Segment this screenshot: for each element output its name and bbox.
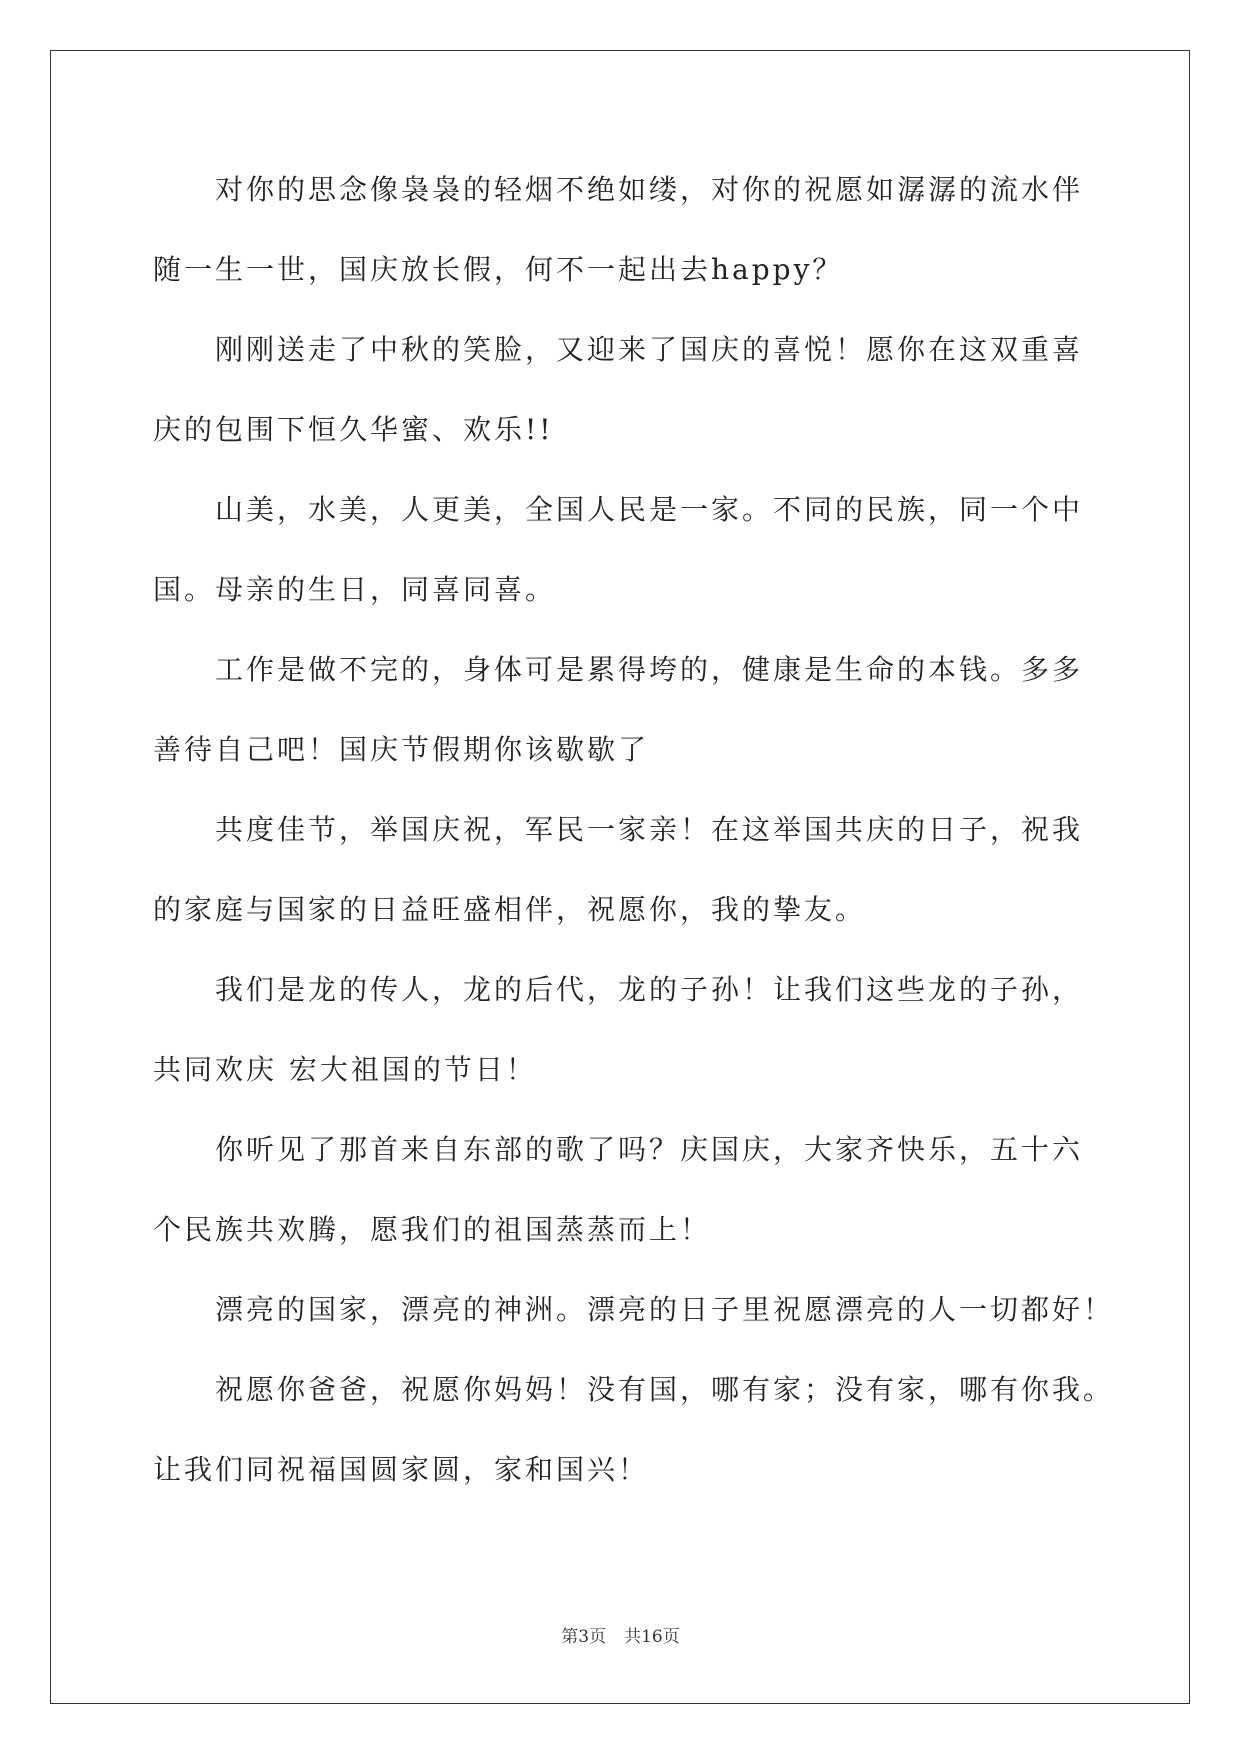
paragraph-line: 你听见了那首来自东部的歌了吗？庆国庆，大家齐快乐，五十六 bbox=[215, 1133, 1084, 1166]
paragraph-line: 个民族共欢腾，愿我们的祖国蒸蒸而上！ bbox=[153, 1213, 712, 1246]
paragraph-line: 庆的包围下恒久华蜜、欢乐!! bbox=[153, 413, 554, 446]
paragraph-line: 国。母亲的生日，同喜同喜。 bbox=[153, 573, 557, 606]
paragraph-7 bbox=[153, 1110, 1088, 1270]
paragraph-line: 山美，水美，人更美，全国人民是一家。不同的民族，同一个中 bbox=[215, 493, 1084, 526]
paragraph-3 bbox=[153, 470, 1088, 630]
paragraph-line: 刚刚送走了中秋的笑脸，又迎来了国庆的喜悦！愿你在这双重喜 bbox=[215, 333, 1084, 366]
paragraph-line: 我们是龙的传人，龙的后代，龙的子孙！让我们这些龙的子孙， bbox=[215, 973, 1084, 1006]
paragraph-2 bbox=[153, 310, 1088, 470]
paragraph-line: 的家庭与国家的日益旺盛相伴，祝愿你，我的挚友。 bbox=[153, 893, 867, 926]
paragraph-line: 善待自己吧！国庆节假期你该歇歇了 bbox=[153, 733, 650, 766]
page-number: 第3页 bbox=[561, 1627, 607, 1647]
paragraph-4 bbox=[153, 630, 1088, 790]
paragraph-line: 祝愿你爸爸，祝愿你妈妈！没有国，哪有家；没有家，哪有你我。 bbox=[215, 1373, 1115, 1406]
document-body bbox=[153, 150, 1115, 1510]
page-footer bbox=[0, 1622, 1241, 1647]
page-total: 共16页 bbox=[624, 1627, 680, 1647]
paragraph-line: 共度佳节，举国庆祝，军民一家亲！在这举国共庆的日子，祝我 bbox=[215, 813, 1084, 846]
paragraph-1 bbox=[153, 150, 1088, 310]
paragraph-line: 让我们同祝福国圆家圆，家和国兴！ bbox=[153, 1453, 650, 1486]
paragraph-6 bbox=[153, 950, 1088, 1110]
paragraph-9 bbox=[153, 1350, 1115, 1510]
paragraph-5 bbox=[153, 790, 1088, 950]
paragraph-line: 共同欢庆 宏大祖国的节日！ bbox=[153, 1053, 537, 1086]
paragraph-line: 对你的思念像袅袅的轻烟不绝如缕，对你的祝愿如潺潺的流水伴 bbox=[215, 173, 1084, 206]
paragraph-line: 随一生一世，国庆放长假，何不一起出去happy？ bbox=[153, 253, 844, 286]
paragraph-line: 漂亮的国家，漂亮的神洲。漂亮的日子里祝愿漂亮的人一切都好！ bbox=[215, 1293, 1115, 1326]
paragraph-line: 工作是做不完的，身体可是累得垮的，健康是生命的本钱。多多 bbox=[215, 653, 1084, 686]
paragraph-8 bbox=[153, 1270, 1115, 1350]
